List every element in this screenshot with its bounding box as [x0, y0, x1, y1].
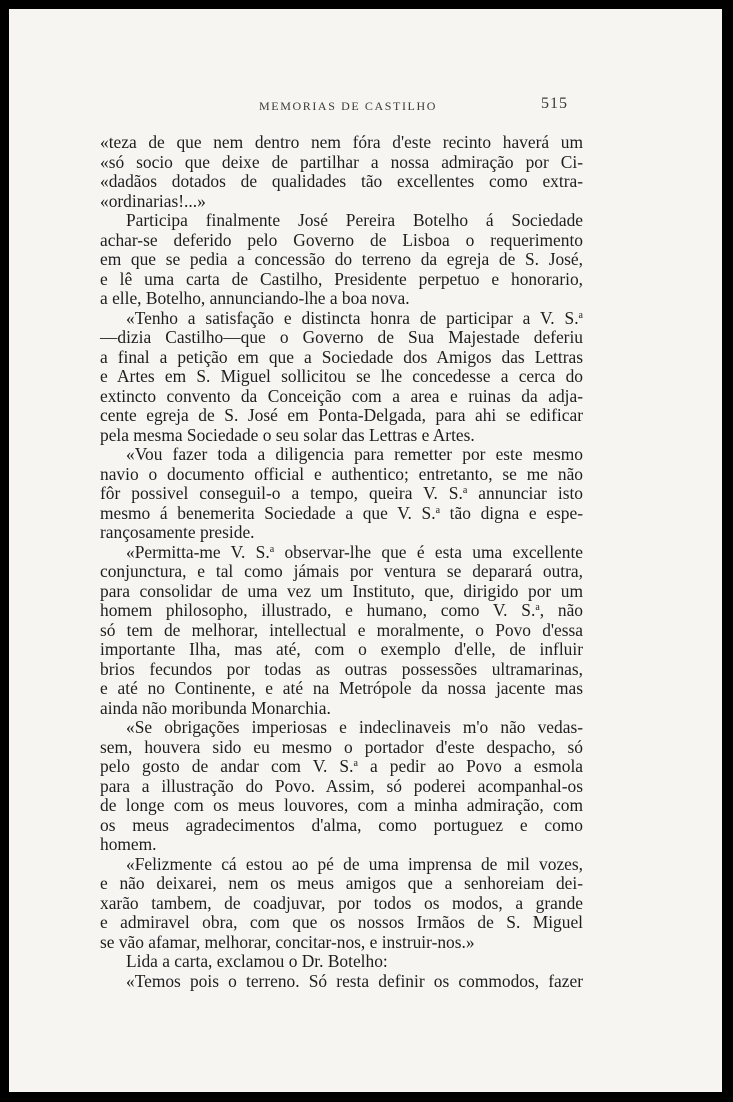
text-line: e Artes em S. Miguel sollicitou se lhe concedesse a cerca do	[100, 366, 583, 386]
text-line: homem.	[100, 834, 157, 854]
text-line: brios fecundos por todas as outras possessões ultramarinas,	[100, 658, 583, 679]
text-line: navio o documento official e authentico; entretanto, se me não	[100, 463, 583, 484]
running-title: MEMORIAS DE CASTILHO	[259, 99, 438, 113]
text-line: e não deixarei, nem os meus amigos que a senhoreiam dei-	[100, 873, 583, 893]
text-line: Lida a carta, exclamou o Dr. Botelho:	[126, 951, 388, 971]
page-header	[9, 97, 722, 117]
text-line: xarão tambem, de coadjuvar, por todos os modos, a grande	[100, 892, 583, 913]
text-line: extincto convento da Conceição com a area e ruinas da adja-	[100, 385, 583, 406]
text-line: e admiravel obra, com que os nossos Irmãos de S. Miguel	[100, 912, 583, 932]
text-line: «dadãos dotados de qualidades tão excellentes como extra-	[100, 171, 583, 191]
text-line: «Vou fazer toda a diligencia para remetter por este mesmo	[126, 444, 583, 464]
text-line: para consolidar de uma vez um Instituto, que, dirigido por um	[100, 580, 583, 601]
text-line: importante Ilha, mas até, com o exemplo d'elle, de influir	[100, 639, 583, 659]
text-line: «ordinarias!...»	[100, 190, 206, 211]
text-line: rançosamente preside.	[100, 522, 255, 542]
text-line: «Permitta-me V. S.$^a$ observar-lhe que é esta uma excellente	[126, 541, 583, 562]
text-line: ainda não moribunda Monarchia.	[100, 697, 331, 718]
text-line: sem, houvera sido eu mesmo o portador d'este despacho, só	[100, 736, 583, 757]
text-line: mesmo á benemerita Sociedade a que V. S.$^a$ tão digna e espe-	[100, 502, 583, 523]
text-line: pelo gosto de andar com V. S.$^a$ a pedir ao Povo a esmola	[100, 756, 584, 776]
text-line: achar-se deferido pelo Governo de Lisboa o requerimento	[100, 229, 583, 250]
text-line: a elle, Botelho, annunciando-lhe a boa nova.	[100, 288, 410, 308]
text-line: fôr possivel conseguil-o a tempo, queira V. S.$^a$ annunciar isto	[100, 483, 583, 503]
text-line: pela mesma Sociedade o seu solar das Lettras e Artes.	[100, 424, 475, 445]
text-line: se vão afamar, melhorar, concitar-nos, e instruir-nos.»	[100, 931, 475, 952]
text-line: «só socio que deixe de partilhar a nossa admiração por Ci-	[100, 151, 583, 172]
text-line: —dizia Castilho—que o Governo de Sua Majestade deferiu	[100, 327, 583, 347]
text-line: cente egreja de S. José em Ponta-Delgada, para ahi se edificar	[100, 405, 583, 425]
text-line: «Felizmente cá estou ao pé de uma imprensa de mil vozes,	[126, 853, 583, 874]
text-line: para a illustração do Povo. Assim, só poderei acompanhal-os	[100, 775, 583, 796]
body-text	[100, 133, 583, 991]
text-line: «teza de que nem dentro nem fóra d'este recinto haverá um	[100, 132, 583, 152]
text-line: homem philosopho, illustrado, e humano, como V. S.$^a$, não	[100, 600, 583, 620]
text-line: de longe com os meus louvores, com a minha admiração, com	[100, 795, 583, 815]
text-line: e lê uma carta de Castilho, Presidente perpetuo e honorario,	[100, 268, 583, 289]
text-line: a final a petição em que a Sociedade dos Amigos das Lettras	[100, 346, 583, 367]
text-line: em que se pedia a concessão do terreno da egreja de S. José,	[100, 249, 583, 269]
page-number: 515	[541, 95, 568, 112]
text-line: só tem de melhorar, intellectual e moralmente, o Povo d'essa	[100, 619, 583, 640]
text-line: conjunctura, e tal como jámais por ventura se deparará outra,	[100, 561, 583, 581]
book-page	[9, 9, 722, 1092]
text-line: e até no Continente, e até na Metrópole da nossa jacente mas	[100, 678, 583, 698]
text-line: Participa finalmente José Pereira Botelho á Sociedade	[126, 210, 583, 230]
text-line: «Temos pois o terreno. Só resta definir os commodos, fazer	[126, 970, 583, 991]
text-line: «Tenho a satisfação e distincta honra de participar a V. S.$^a$	[126, 307, 583, 328]
text-line: «Se obrigações imperiosas e indeclinaveis m'o não vedas-	[126, 717, 583, 737]
text-line: os meus agradecimentos d'alma, como portuguez e como	[100, 814, 583, 835]
